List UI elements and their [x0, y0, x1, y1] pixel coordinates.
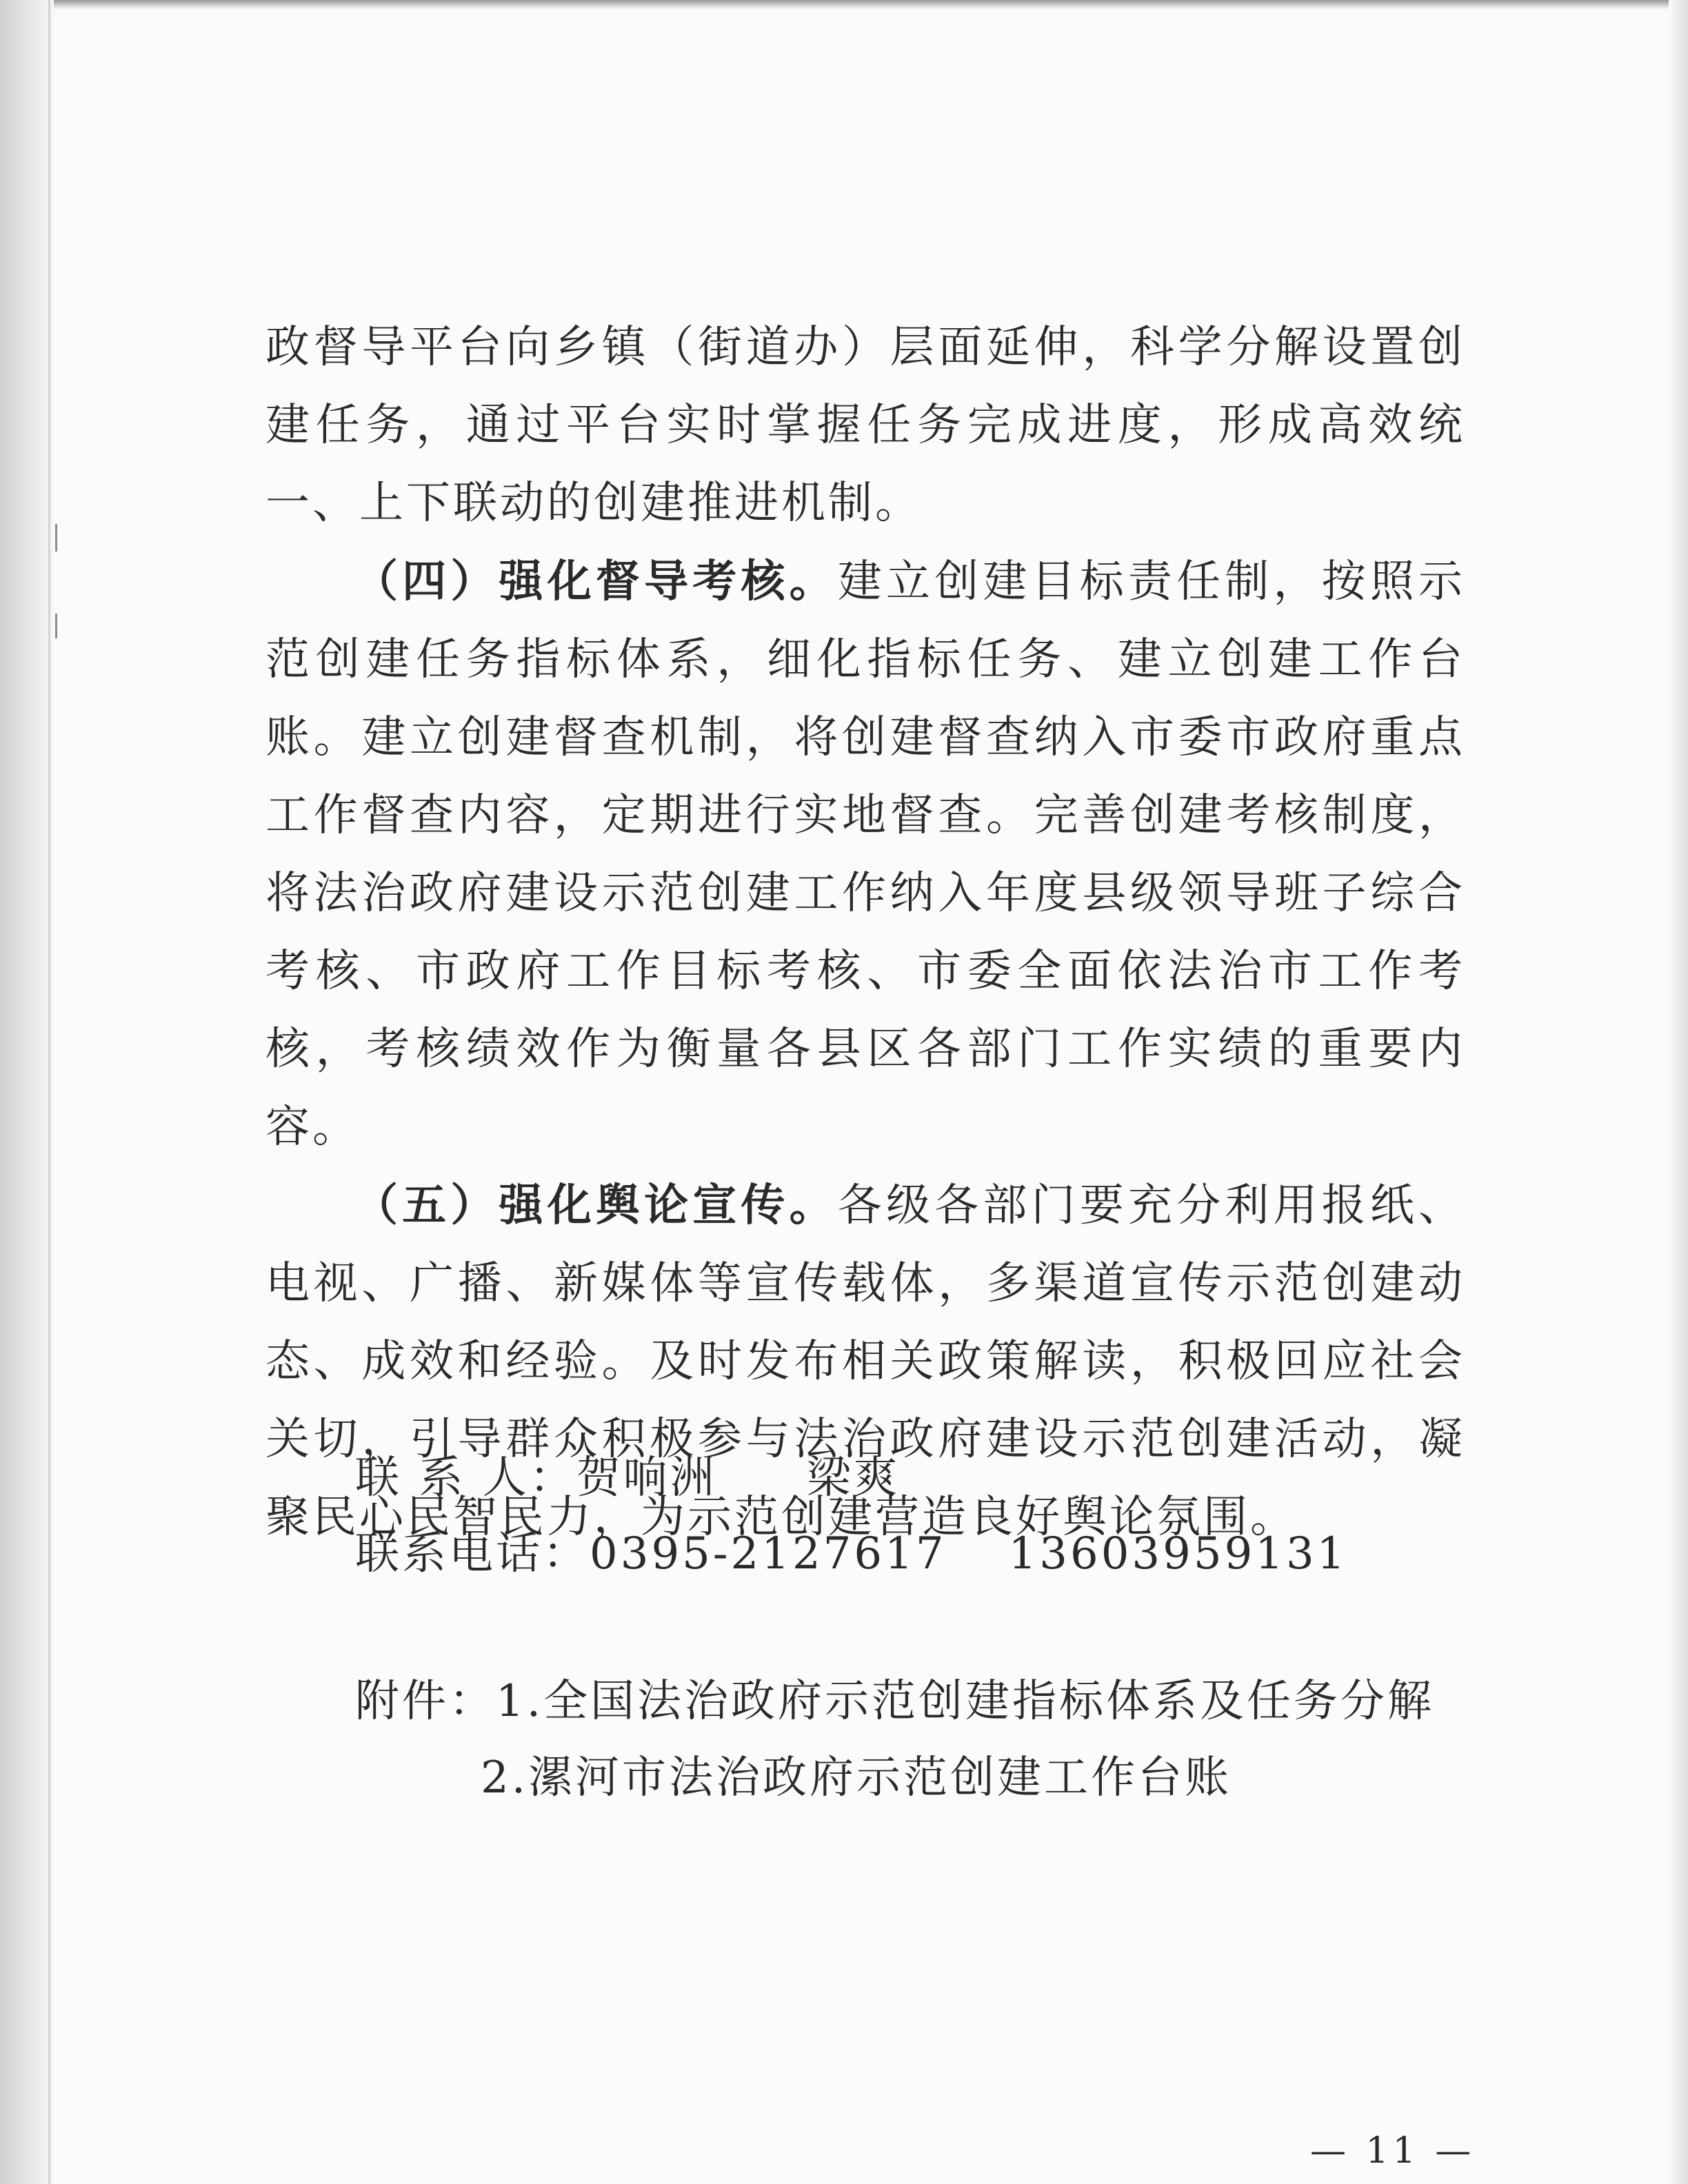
scan-top-edge	[0, 0, 1688, 10]
scan-margin-mark	[55, 524, 57, 552]
contact-person-2: 梁爽	[806, 1453, 901, 1504]
paragraph-supervision	[265, 543, 1465, 1166]
attachment-item-2: 2.漯河市法治政府示范创建工作台账	[481, 1752, 1232, 1803]
section-heading: （五）强化舆论宣传。	[354, 1180, 838, 1231]
scan-margin-mark	[55, 614, 57, 638]
paragraph-text: 政督导平台向乡镇（街道办）层面延伸，科学分解设置创建任务，通过平台实时掌握任务完成进度，形成高效统一、上下联动的创建推进机制。	[265, 322, 1465, 529]
scan-left-binding-line	[48, 0, 50, 2184]
attachment-label: 附件：	[355, 1676, 496, 1727]
attachment-item-1: 1.全国法治政府示范创建指标体系及任务分解	[496, 1676, 1435, 1727]
contact-person-label: 联 系 人：	[355, 1453, 576, 1504]
contact-person-line	[355, 1439, 901, 1517]
contact-phone-label: 联系电话：	[355, 1528, 590, 1579]
scan-right-edge	[1669, 0, 1688, 2184]
section-heading: （四）强化督导考核。	[354, 556, 838, 607]
contact-person-1: 贺响洲	[576, 1453, 717, 1504]
attachment-line-2	[481, 1739, 1232, 1817]
contact-phone-line	[355, 1515, 1347, 1593]
scan-left-edge	[0, 0, 54, 2184]
page-number: — 11 —	[1310, 2130, 1476, 2172]
body-text	[265, 309, 1465, 1557]
attachment-line-1	[355, 1663, 1434, 1741]
paragraph-text: 各级各部门要充分利用报纸、电视、广播、新媒体等宣传载体，多渠道宣传示范创建动态、成效和经验。及时发布相关政策解读，积极回应社会关切，引导群众积极参与法治政府建设示范创建活动，凝聚民心民智民力，为示范创建营造良好舆论氛围。	[265, 1180, 1466, 1543]
contact-phone-1: 0395-2127617	[590, 1528, 947, 1579]
contact-phone-2: 13603959131	[1008, 1528, 1348, 1579]
paragraph-text: 建立创建目标责任制，按照示范创建任务指标体系，细化指标任务、建立创建工作台账。建立创建督查机制，将创建督查纳入市委市政府重点工作督查内容，定期进行实地督查。完善创建考核制度，将法治政府建设示范创建工作纳入年度县级领导班子综合考核、市政府工作目标考核、市委全面依法治市工作考核，考核绩效作为衡量各县区各部门工作实绩的重要内容。	[265, 556, 1466, 1153]
paragraph-continuation	[265, 309, 1465, 543]
